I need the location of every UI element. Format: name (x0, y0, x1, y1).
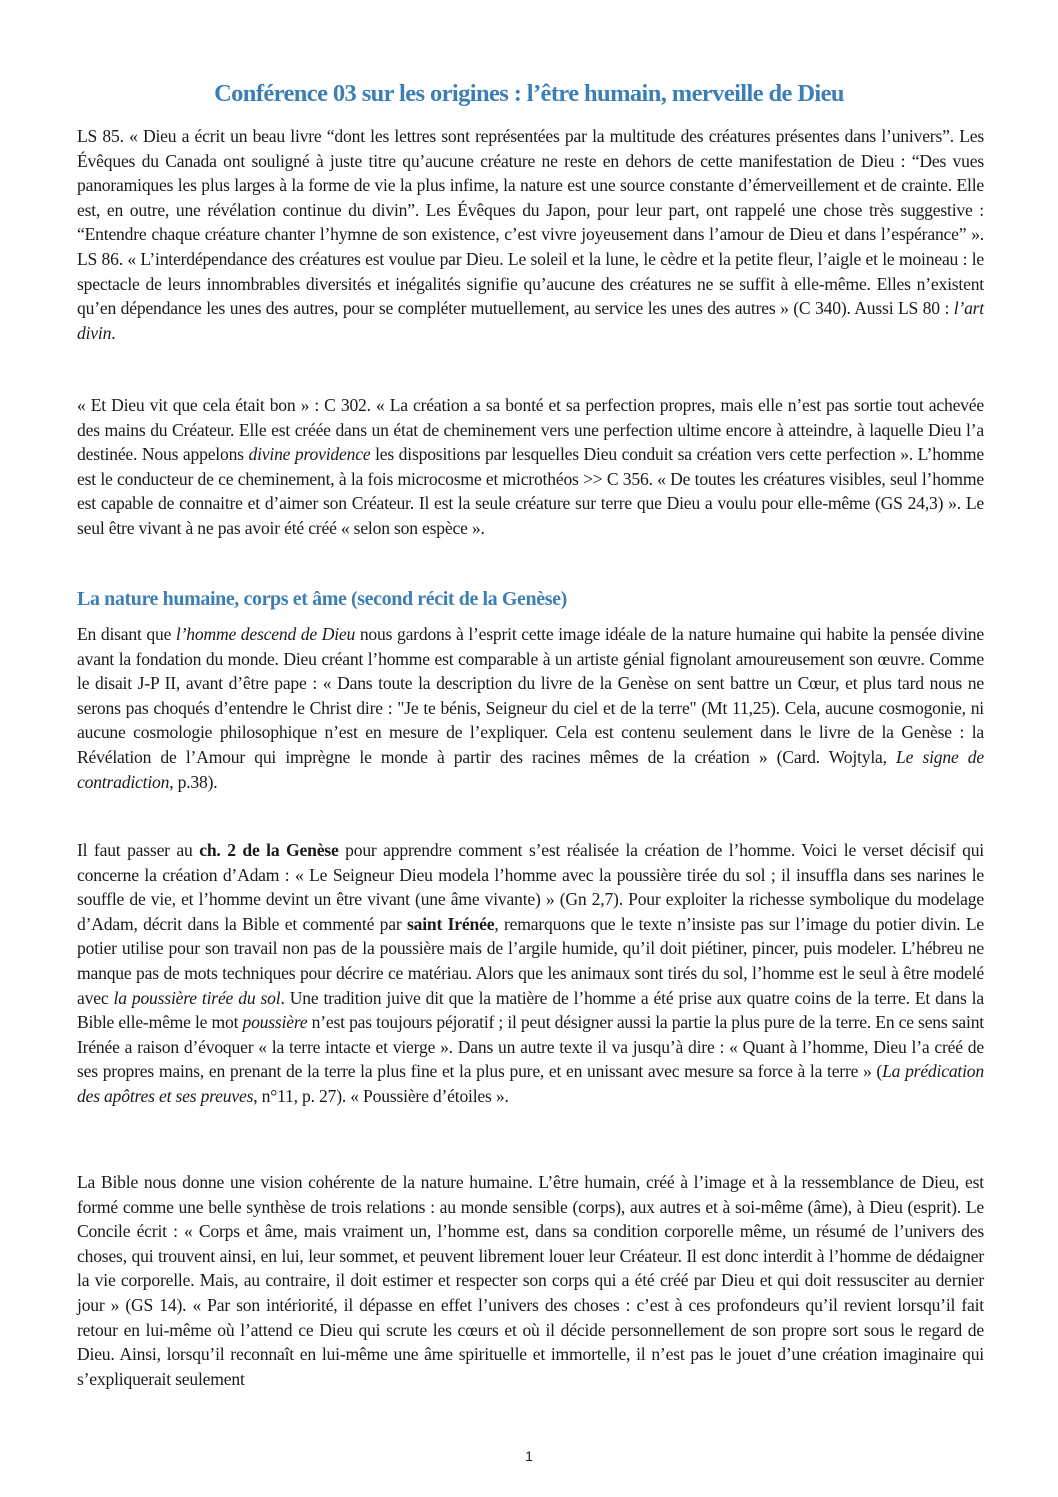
paragraph-text: nous gardons à l’esprit cette image idéale de la nature humaine qui habite la pensée divine avant la fondation du monde. Dieu créant l’homme est comparable à un artiste génial fignolant amoureusement son œuvre. Comme le disait J-P II, avant d’être pape : « Dans toute la description du livre de la Genèse on sent battre un Cœur, et plus tard nous ne serons pas choqués d’entendre le Christ dire : "Je te bénis, Seigneur du ciel et de la terre" (Mt 11,25). Cela, aucune cosmogonie, ni aucune cosmologie philosophique n’est en mesure de l’expliquer. Cela est contenu seulement dans le livre de la Genèse : la Révélation de l’Amour qui imprègne le monde à partir des racines mêmes de la création » (Card. Wojtyla, (77, 624, 984, 767)
paragraph-text: La Bible nous donne une vision cohérente de la nature humaine. L’être humain, créé à l’image et à la ressemblance de Dieu, est formé comme une belle synthèse de trois relations : au monde sensible (corps), aux autres et à soi-même (âme), à Dieu (esprit). Le Concile écrit : « Corps et âme, mais vraiment un, l’homme est, dans sa condition corporelle même, un résumé de l’univers des choses, qui trouvent ainsi, en lui, leur sommet, et peuvent librement louer leur Créateur. Il est donc interdit à l’homme de dédaigner la vie corporelle. Mais, au contraire, il doit estimer et respecter son corps qui a été créé par Dieu et qui doit ressusciter au dernier jour » (GS 14). « Par son intériorité, il dépasse en effet l’univers des choses : c’est à ces profondeurs qu’il revient lorsqu’il fait retour en lui-même où l’attend ce Dieu qui scrute les cœurs et où il décide personnellement de son propre sort sous le regard de Dieu. Ainsi, lorsqu’il reconnaît en lui-même une âme spirituelle et immortelle, il n’est pas le jouet d’une création imaginaire qui s’expliquerait seulement (77, 1172, 984, 1389)
paragraph-text: pour apprendre comment s’est réalisée la création de l’homme. Voici le verset décisif qui concerne la création d’Adam : « Le Seigneur Dieu modela l’homme avec la poussière tirée du sol ; il insuffla dans ses narines le souffle de vie, et l’homme devint un être vivant (une âme vivante) » (Gn 2,7). Pour exploiter la richesse symbolique du modelage d’Adam, décrit dans la Bible et commenté par (77, 840, 985, 934)
paragraph-nature-humaine (77, 1170, 984, 1391)
paragraph-dieu-vit (77, 393, 984, 541)
italic-phrase: La prédication des apôtres et ses preuves (77, 1061, 984, 1106)
italic-phrase: la poussière tirée du sol (113, 987, 281, 1008)
paragraph-text: les dispositions par lesquelles Dieu conduit sa création vers cette perfection ». L’homme est le conducteur de ce cheminement, à la fois microcosme et microthéos >> C 356. « De toutes les créatures visibles, seul l’homme est capable de connaitre et d’aimer son Créateur. Il est la seule créature sur terre que Dieu a voulu pour elle-même (GS 24,3) ». Le seul être vivant à ne pas avoir été créé « selon son espèce ». (77, 444, 985, 538)
page-title: Conférence 03 sur les origines : l’être humain, merveille de Dieu (214, 80, 844, 107)
page-number: 1 (525, 1448, 533, 1464)
bold-phrase: saint Irénée (407, 913, 495, 934)
paragraph-text: . Une tradition juive dit que la matière de l’homme a été prise aux quatre coins de la terre. Et dans la Bible elle-même le mot (77, 987, 984, 1033)
paragraph-text: . (111, 322, 116, 343)
paragraph-text: , n°11, p. 27). « Poussière d’étoiles ». (253, 1085, 509, 1106)
bold-phrase: ch. 2 de la Genèse (199, 840, 339, 860)
paragraph-text: , p.38). (169, 771, 218, 792)
paragraph-text: « Et Dieu vit que cela était bon » : C 302. « La création a sa bonté et sa perfection propres, mais elle n’est pas sortie tout achevée des mains du Créateur. Elle est créée dans un état de cheminement vers une perfection ultime encore à atteindre, à laquelle Dieu l’a destinée. Nous appelons (77, 395, 984, 465)
paragraph-text: En disant que (77, 624, 176, 644)
italic-phrase: Le signe de contradiction (77, 746, 985, 792)
italic-phrase: divine providence (248, 444, 371, 465)
paragraph-text: LS 85. « Dieu a écrit un beau livre “dont les lettres sont représentées par la multitude des créatures présentes dans l’univers”. Les Évêques du Canada ont souligné à juste titre qu’aucune créature ne reste en dehors de cette manifestation de Dieu : “Des vues panoramiques les plus larges à la forme de vie la plus infime, la nature est une source constante d’émerveillement et de crainte. Elle est, en outre, une révélation continue du divin”. Les Évêques du Japon, pour leur part, ont rappelé une chose très suggestive : “Entendre chaque créature chanter l’hymne de son existence, c’est vivre joyeusement dans l’amour de Dieu et dans l’espérance” ». LS 86. « L’interdépendance des créatures est voulue par Dieu. Le soleil et la lune, le cèdre et la petite fleur, l’aigle et le moineau : le spectacle de leurs innombrables diversités et inégalités signifie qu’aucune des créatures ne se suffit à elle-même. Elles n’existent qu’en dépendance les unes des autres, pour se compléter mutuellement, au service les unes des autres » (C 340). Aussi LS 80 : (77, 126, 984, 319)
paragraph-text: , remarquons que le texte n’insiste pas sur l’image du potier divin. Le potier utilise pour son travail non pas de la poussière mais de l’argile humide, qu’il doit piétiner, pincer, puis modeler. L’hébreu ne manque pas de mots techniques pour décrire ce matériau. Alors que les animaux sont tirés du sol, l’homme est le seul à être modelé avec (77, 913, 985, 1008)
section-heading: La nature humaine, corps et âme (second récit de la Genèse) (77, 588, 567, 610)
paragraph-text: n’est pas toujours péjoratif ; il peut désigner aussi la partie la plus pure de la terre. En ce sens saint Irénée a raison d’évoquer « la terre intacte et vierge ». Dans un autre texte il va jusqu’à dire : « Quant à l’homme, Dieu l’a créé de ses propres mains, en prenant de la terre la plus fine et la plus pure, et en unissant avec mesure sa force à la terre » ( (77, 1012, 984, 1082)
paragraph-homme-descend (77, 622, 984, 794)
paragraph-genese-ch2 (77, 838, 984, 1109)
italic-phrase: poussière (242, 1012, 308, 1033)
paragraph-ls85 (77, 124, 984, 345)
italic-phrase: l’art divin (77, 298, 984, 343)
italic-phrase: l’homme descend de Dieu (175, 624, 356, 644)
paragraph-text: Il faut passer au (77, 840, 200, 860)
